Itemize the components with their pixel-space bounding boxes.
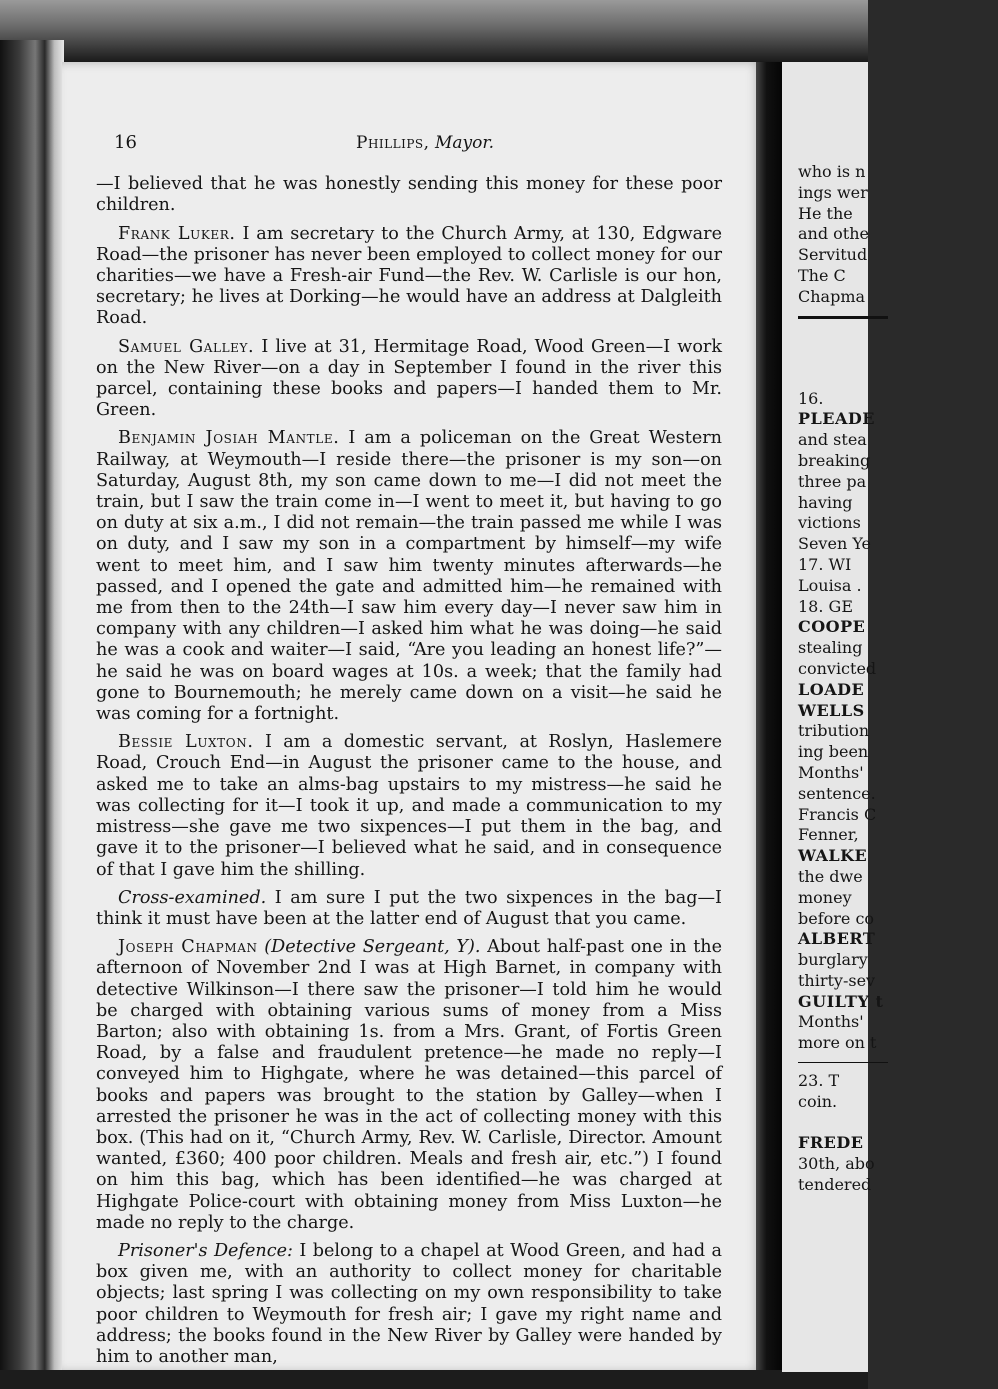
right-page-line: and othe (798, 224, 870, 244)
right-page-line: Months' (798, 1012, 864, 1032)
running-head (114, 132, 494, 154)
right-page-line: tendered (798, 1175, 872, 1195)
right-page-line: Chapma (798, 286, 866, 306)
right-page-line: who is n (798, 162, 866, 181)
right-page-line: Servitud (798, 245, 868, 265)
paragraph-text: I am sure I put the two sixpences in the bag—I think it must have been at the latter end of August that you came. (96, 887, 722, 929)
page-number: 16 (114, 132, 137, 153)
testimony-paragraph (96, 888, 722, 930)
right-page-line: ings wer (798, 182, 868, 202)
speaker-name: Joseph Chapman (118, 937, 258, 958)
right-page-line: Seven Ye (798, 534, 871, 554)
right-page-line: ALBERT (798, 929, 876, 949)
right-page-text (798, 162, 998, 1196)
right-page-line: The C (798, 265, 846, 285)
paragraph-text: —I believed that he was honestly sending this money for these poor children. (96, 174, 722, 216)
right-page-line: more on t (798, 1033, 877, 1053)
right-page-line: He the (798, 203, 853, 223)
right-page-line: 23. T (798, 1071, 840, 1091)
running-title-office: Mayor. (434, 133, 494, 153)
right-page-line: burglary (798, 950, 868, 970)
right-page-line: 17. WI (798, 554, 852, 574)
right-page-line: Louisa . (798, 575, 862, 595)
right-page-line: having (798, 492, 853, 512)
testimony-paragraph (96, 1241, 722, 1368)
paragraph-text: I belong to a chapel at Wood Green, and had a box given me, with an authority to collect money for charitable objects; last spring I was collecting on my own responsibility to take poor children to Weymouth for fresh air; I gave my right name and address; the books found in the New River by Galley were handed by him to another man, (96, 1240, 722, 1367)
right-page-line: thirty-sev (798, 970, 876, 990)
right-page-line: 16. (798, 388, 824, 408)
right-page-line: WELLS (798, 700, 865, 720)
right-page-line: convicted (798, 658, 877, 678)
right-page-line: 30th, abo (798, 1154, 875, 1174)
right-page-line: sentence. (798, 783, 876, 803)
page-text (96, 124, 722, 1375)
right-page-line: and stea (798, 430, 867, 450)
testimony-paragraph (96, 428, 722, 725)
paragraph-text: I am a domestic servant, at Roslyn, Haslemere Road, Crouch End—in August the prisoner came to the house, and asked me to take an alms-bag upstairs to my mistress—he said he was collecting for it—I took it up, and made a communication to my mistress—she gave me two sixpences—I put them in the bag, and gave it to the prisoner—I believed what he said, and in consequence of that I gave him the shilling. (96, 732, 723, 880)
speaker-name: Bessie Luxton. (118, 732, 254, 753)
right-page-line: tribution (798, 721, 870, 741)
right-page-line: stealing (798, 638, 863, 658)
right-page-line: LOADE (798, 679, 865, 699)
right-page-line: coin. (798, 1091, 838, 1111)
right-page-line (798, 1113, 998, 1134)
right-page-line: victions (798, 513, 861, 533)
section-rule (798, 1062, 888, 1063)
testimony-paragraph (96, 337, 722, 422)
right-page-line: ing been (798, 742, 869, 762)
testimony-paragraph (96, 732, 722, 880)
testimony-paragraph (96, 937, 722, 1234)
speaker-name: Frank Luker. (118, 223, 236, 244)
testimony-body (96, 174, 722, 1368)
scan-background-top (0, 0, 868, 62)
right-page-line: Months' (798, 762, 864, 782)
right-page-line: money (798, 887, 852, 907)
paragraph-text: I am secretary to the Church Army, at 130, Edgware Road—the prisoner has never been employed to collect money for our charities—we have a Fresh-air Fund—the Rev. W. Carlisle is our hon, secretary; he lives at Dorking—he would have an address at Dalgleith Road. (96, 223, 722, 329)
testimony-paragraph (96, 224, 722, 330)
testimony-paragraph (96, 174, 722, 216)
right-page-line: FREDE (798, 1133, 864, 1153)
paragraph-text: About half-past one in the afternoon of November 2nd I was at High Barnet, in company with detective Wilkinson—I there saw the prisoner—I told him he would be charged with obtaining various sums of money from a Miss Barton; also with obtaining 1s. from a Mrs. Grant, of Fortis Green Road, by a false and fraudulent pretence—he made no reply—I conveyed him to Highgate, where he was detained—this parcel of books and papers was brought to the station by Galley—when I arrested the prisoner he was in the act of collecting money with this box. (This had on it, “Church Army, Rev. W. Carlisle, Director. Amount wanted, £360; 400 poor children. Meals and fresh air, etc.”) I found on him this bag, which has been identified—he was charged at Highgate Police-court with obtaining money from Miss Luxton—he made no reply to the charge. (96, 937, 723, 1233)
right-page-line: before co (798, 908, 875, 928)
section-rule (798, 316, 888, 319)
right-page-line: three pa (798, 471, 867, 491)
right-page-line: Fenner, (798, 825, 859, 845)
right-page-line: PLEADE (798, 409, 875, 429)
book-binding (0, 40, 64, 1389)
right-page-line: GUILTY t (798, 991, 884, 1011)
right-page-line: Francis C (798, 804, 877, 824)
speaker-name: Samuel Galley. (118, 336, 255, 357)
right-page-line: COOPE (798, 617, 866, 637)
paragraph-text: I live at 31, Hermitage Road, Wood Green—I work on the New River—on a day in September I found in the river this parcel, containing these books and papers—I handed them to Mr. Green. (96, 336, 722, 421)
page-right-fragment (782, 62, 884, 1372)
speaker-title: (Detective Sergeant, Y). (264, 937, 481, 958)
section-label: Prisoner's Defence: (118, 1240, 293, 1261)
right-page-line: the dwe (798, 866, 863, 886)
running-title (356, 133, 494, 154)
section-label: Cross-examined. (118, 887, 267, 908)
right-page-line: WALKE (798, 846, 868, 866)
paragraph-text: I am a policeman on the Great Western Railway, at Weymouth—I reside there—the prisoner is my son—on Saturday, August 8th, my son came down to me—I did not meet the train, but I saw the train come in—I went to meet it, but having to go on duty at six a.m., I did not remain—the train passed me while I was on duty, and I saw my son in a compartment by himself—my wife went to meet him, and I saw him twenty minutes afterwards—he passed, and I opened the gate and admitted him—he remained with me from then to the 24th—I saw him every day—I never saw him in company with any children—I asked him what he was doing—he said he was a cook and waiter—I said, “Are you leading an honest life?”—he said he was on board wages at 10s. a week; that the family had gone to Bournemouth; he merely came down on a visit—he said he was coming for a fortnight. (96, 428, 723, 725)
right-page-line: 18. GE (798, 596, 853, 616)
book-gutter (756, 62, 782, 1372)
running-title-name: Phillips, (356, 133, 430, 153)
speaker-name: Benjamin Josiah Mantle. (118, 428, 340, 449)
right-page-line: breaking (798, 450, 871, 470)
